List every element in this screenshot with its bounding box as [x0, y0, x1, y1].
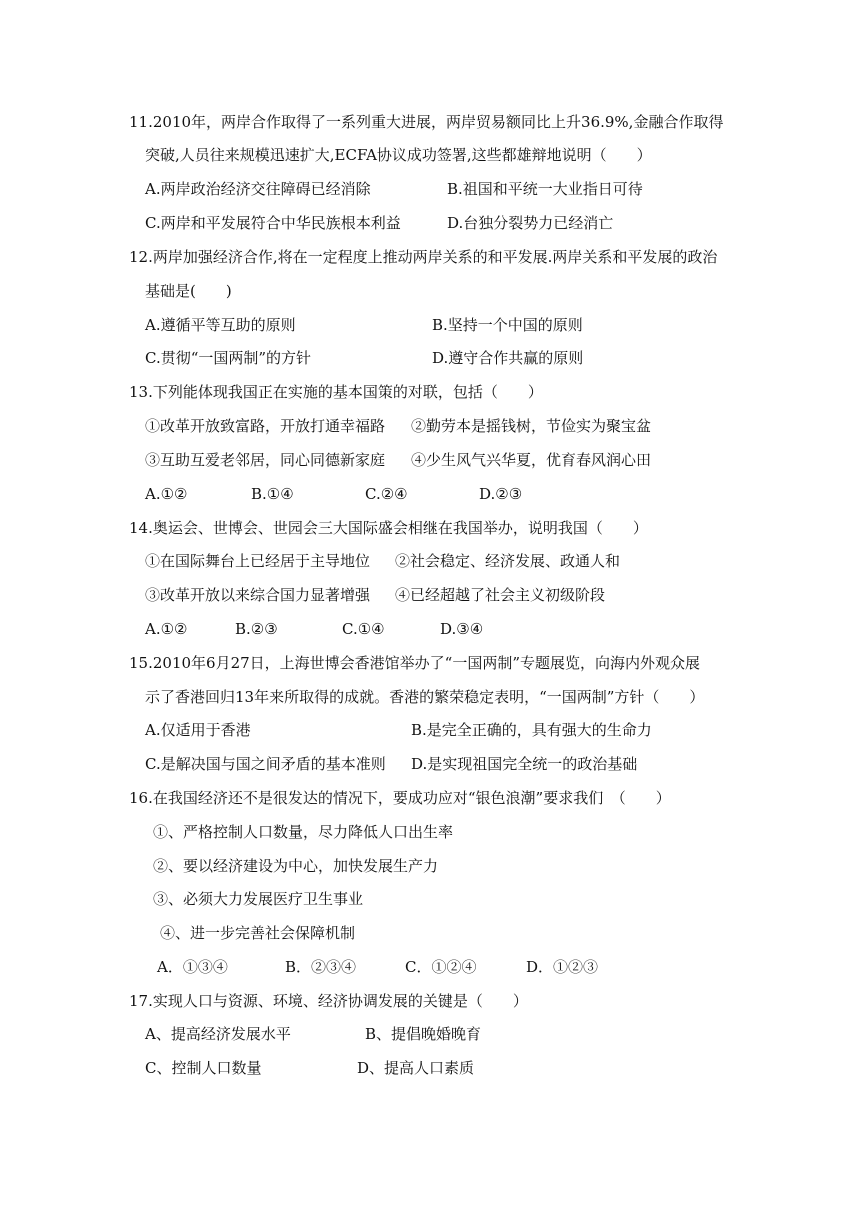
question-16-item-1: ①、严格控制人口数量，尽力降低人口出生率 — [153, 823, 454, 841]
question-13-stem: 13.下列能体现我国正在实施的基本国策的对联，包括（ ） — [129, 383, 543, 401]
question-16-option-d: D．①②③ — [526, 958, 599, 976]
question-15-stem-cont: 示了香港回归13年来所取得的成就。香港的繁荣稳定表明，“一国两制”方针（ ） — [145, 688, 705, 706]
question-12-stem-cont: 基础是( ) — [145, 282, 232, 300]
question-13-item-1: ①改革开放致富路，开放打通幸福路 — [145, 417, 386, 435]
question-11-stem-cont: 突破,人员往来规模迅速扩大,ECFA协议成功签署,这些都雄辩地说明（ ） — [145, 146, 652, 164]
question-15-option-a: A.仅适用于香港 — [145, 721, 251, 739]
question-11-option-d: D.台独分裂势力已经消亡 — [447, 214, 614, 232]
question-14-item-4: ④已经超越了社会主义初级阶段 — [395, 586, 606, 604]
question-12-option-a: A.遵循平等互助的原则 — [145, 316, 296, 334]
question-14-option-c: C.①④ — [342, 620, 385, 638]
question-11-stem: 11.2010年，两岸合作取得了一系列重大进展，两岸贸易额同比上升36.9%,金融合作取得 — [129, 113, 724, 131]
question-13-option-b: B.①④ — [251, 485, 294, 503]
question-15-option-c: C.是解决国与国之间矛盾的基本准则 — [145, 755, 386, 773]
question-14-option-d: D.③④ — [440, 620, 484, 638]
question-13-item-4: ④少生风气兴华夏，优育春风润心田 — [411, 451, 652, 469]
question-16-item-4: ④、进一步完善社会保障机制 — [160, 924, 356, 942]
question-12-stem: 12.两岸加强经济合作,将在一定程度上推动两岸关系的和平发展.两岸关系和平发展的政治 — [129, 248, 718, 266]
question-14-option-a: A.①② — [145, 620, 188, 638]
question-13-option-c: C.②④ — [365, 485, 408, 503]
question-14-item-3: ③改革开放以来综合国力显著增强 — [145, 586, 371, 604]
question-16-option-a: A．①③④ — [157, 958, 228, 976]
question-17-option-b: B、提倡晚婚晚育 — [365, 1025, 482, 1043]
question-13-option-a: A.①② — [145, 485, 188, 503]
question-14-item-2: ②社会稳定、经济发展、政通人和 — [395, 552, 621, 570]
question-11-option-a: A.两岸政治经济交往障碍已经消除 — [145, 180, 371, 198]
question-15-option-d: D.是实现祖国完全统一的政治基础 — [411, 755, 638, 773]
question-16-option-b: B．②③④ — [285, 958, 357, 976]
question-16-stem: 16.在我国经济还不是很发达的情况下，要成功应对“银色浪潮”要求我们 （ ） — [129, 789, 671, 807]
question-14-option-b: B.②③ — [235, 620, 278, 638]
question-14-item-1: ①在国际舞台上已经居于主导地位 — [145, 552, 371, 570]
question-17-option-c: C、控制人口数量 — [145, 1059, 262, 1077]
question-14-stem: 14.奥运会、世博会、世园会三大国际盛会相继在我国举办，说明我国（ ） — [129, 519, 648, 537]
question-11-option-c: C.两岸和平发展符合中华民族根本利益 — [145, 214, 401, 232]
question-13-option-d: D.②③ — [479, 485, 523, 503]
question-12-option-c: C.贯彻“一国两制”的方针 — [145, 349, 312, 367]
question-15-stem: 15.2010年6月27日，上海世博会香港馆举办了“一国两制”专题展览，向海内外观众展 — [129, 654, 700, 672]
question-13-item-3: ③互助互爱老邻居，同心同德新家庭 — [145, 451, 386, 469]
question-16-option-c: C．①②④ — [405, 958, 477, 976]
question-11-option-b: B.祖国和平统一大业指日可待 — [447, 180, 643, 198]
question-12-option-d: D.遵守合作共赢的原则 — [432, 349, 584, 367]
question-16-item-3: ③、必须大力发展医疗卫生事业 — [153, 890, 364, 908]
question-15-option-b: B.是完全正确的，具有强大的生命力 — [411, 721, 652, 739]
question-17-option-a: A、提高经济发展水平 — [145, 1025, 291, 1043]
question-13-item-2: ②勤劳本是摇钱树，节俭实为聚宝盆 — [411, 417, 652, 435]
question-17-stem: 17.实现人口与资源、环境、经济协调发展的关键是（ ） — [129, 992, 528, 1010]
question-12-option-b: B.坚持一个中国的原则 — [432, 316, 583, 334]
question-16-item-2: ②、要以经济建设为中心，加快发展生产力 — [153, 857, 439, 875]
question-17-option-d: D、提高人口素质 — [357, 1059, 475, 1077]
